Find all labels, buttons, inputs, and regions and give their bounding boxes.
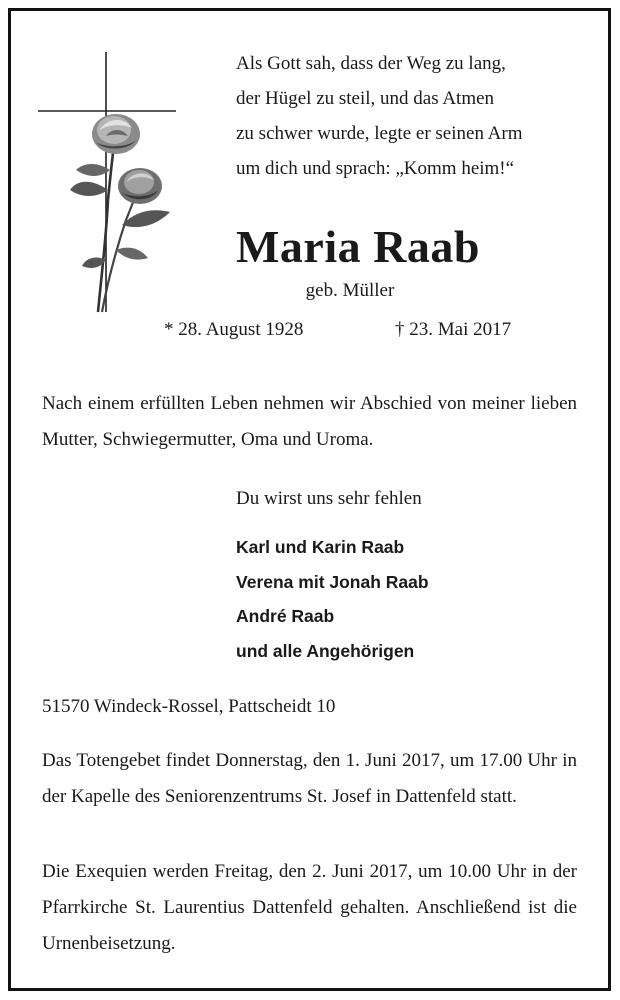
death-date: † 23. Mai 2017 xyxy=(395,319,512,340)
family-member: Karl und Karin Raab xyxy=(236,537,405,557)
family-list xyxy=(236,530,429,668)
family-member: und alle Angehörigen xyxy=(236,640,415,661)
deceased-name: Maria Raab xyxy=(236,221,480,272)
family-member: Verena mit Jonah Raab xyxy=(236,571,429,592)
miss-line: Du wirst uns sehr fehlen xyxy=(236,488,422,509)
funeral-notice: Die Exequien werden Freitag, den 2. Juni 2017, um 10.00 Uhr in der Pfarrkirche St. Laurentius Dattenfeld gehalten. Anschließend ist die Urnenbeisetzung. xyxy=(42,861,577,954)
family-member: André Raab xyxy=(236,606,335,626)
poem-line: Als Gott sah, dass der Weg zu lang, xyxy=(236,53,506,74)
poem-line: der Hügel zu steil, und das Atmen xyxy=(236,88,495,109)
poem-line: um dich und sprach: „Komm heim!“ xyxy=(236,158,515,179)
address: 51570 Windeck-Rossel, Pattscheidt 10 xyxy=(42,696,336,717)
prayer-notice: Das Totengebet findet Donnerstag, den 1. Juni 2017, um 17.00 Uhr in der Kapelle des Seniorenzentrums St. Josef in Dattenfeld statt. xyxy=(42,750,577,807)
poem xyxy=(236,46,522,186)
poem-line: zu schwer wurde, legte er seinen Arm xyxy=(236,123,523,144)
maiden-name: geb. Müller xyxy=(305,280,395,301)
birth-date: * 28. August 1928 xyxy=(164,319,304,340)
farewell-text: Nach einem erfüllten Leben nehmen wir Abschied von meiner lieben Mutter, Schwiegermutter, Oma und Uroma. xyxy=(42,393,577,450)
cross-with-roses-icon xyxy=(36,50,186,315)
